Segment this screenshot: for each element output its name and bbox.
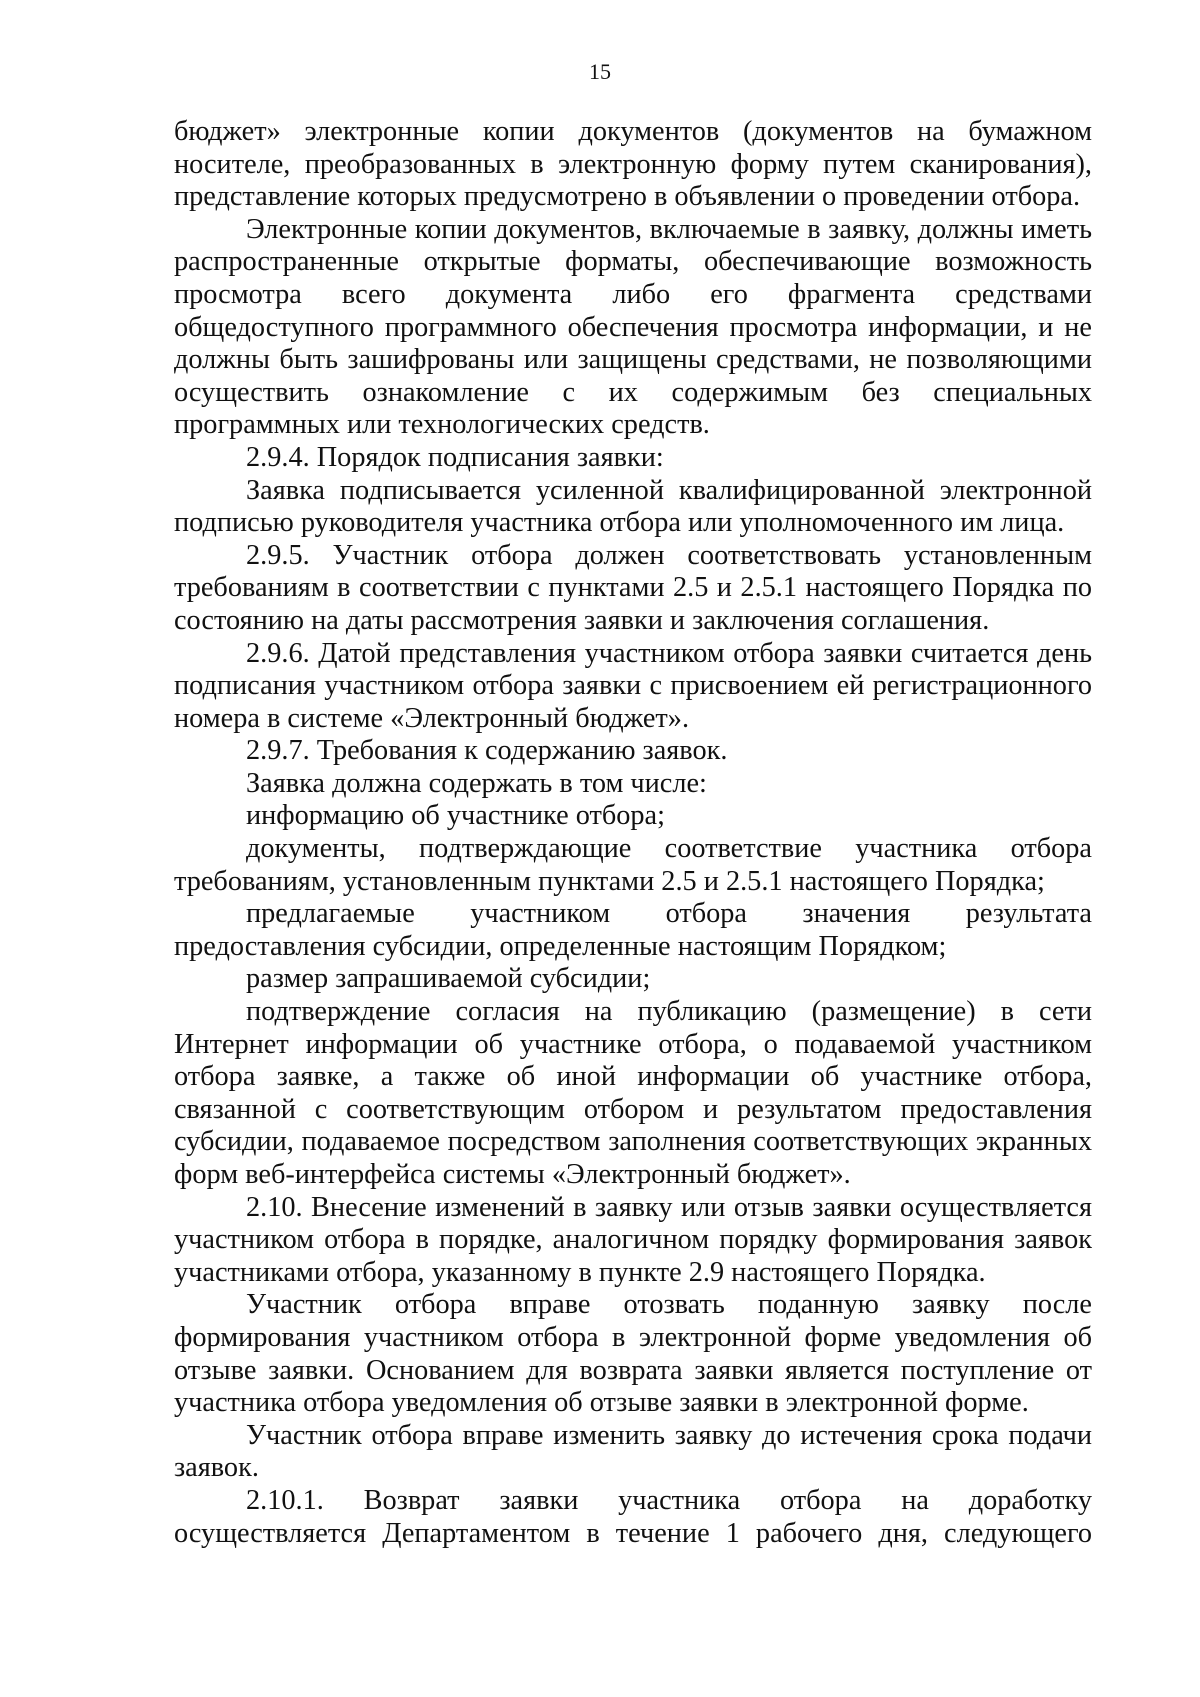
paragraph: Участник отбора вправе отозвать поданную заявку после формирования участником отбора в электронной форме уведомления об отзыве заявки. Основанием для возврата заявки является поступление от участника отбора уведомления об отзыве заявки в электронной форме. [174, 1289, 1092, 1419]
paragraph: Заявка должна содержать в том числе: [246, 767, 707, 799]
page-number: 15 [589, 59, 611, 84]
paragraph: 2.10. Внесение изменений в заявку или отзыв заявки осуществляется участником отбора в порядке, аналогичном порядку формирования заявок участниками отбора, указанному в пункте 2.9 настоящего Порядка. [174, 1191, 1092, 1288]
paragraph: 2.10.1. Возврат заявки участника отбора на доработку осуществляется Департаментом в течение 1 рабочего дня, следующего [174, 1484, 1092, 1549]
paragraph: 2.9.5. Участник отбора должен соответствовать установленным требованиям в соответствии с пунктами 2.5 и 2.5.1 настоящего Порядка по состоянию на даты рассмотрения заявки и заключения соглашения. [174, 539, 1092, 636]
document-body [174, 116, 1092, 1550]
paragraph: предлагаемые участником отбора значения результата предоставления субсидии, определенные настоящим Порядком; [174, 898, 1092, 962]
paragraph: Электронные копии документов, включаемые в заявку, должны иметь распространенные открытые форматы, обеспечивающие возможность просмотра всего документа либо его фрагмента средствами общедоступного программного обеспечения просмотра информации, и не должны быть зашифрованы или защищены средствами, не позволяющими осуществить ознакомление с их содержимым без специальных программных или технологических средств. [174, 213, 1092, 441]
paragraph: подтверждение согласия на публикацию (размещение) в сети Интернет информации об участнике отбора, о подаваемой участником отбора заявке, а также об иной информации об участнике отбора, связанной с соответствующим отбором и результатом предоставления субсидии, подаваемое посредством заполнения соответствующих экранных форм веб-интерфейса системы «Электронный бюджет». [174, 996, 1092, 1190]
paragraph: 2.9.6. Датой представления участником отбора заявки считается день подписания участником отбора заявки с присвоением ей регистрационного номера в системе «Электронный бюджет». [174, 637, 1092, 734]
paragraph: документы, подтверждающие соответствие участника отбора требованиям, установленным пунктами 2.5 и 2.5.1 настоящего Порядка; [174, 833, 1092, 897]
paragraph: бюджет» электронные копии документов (документов на бумажном носителе, преобразованных в электронную форму путем сканирования), представление которых предусмотрено в объявлении о проведении отбора. [174, 116, 1092, 213]
paragraph: 2.9.4. Порядок подписания заявки: [246, 441, 664, 473]
paragraph: Участник отбора вправе изменить заявку до истечения срока подачи заявок. [174, 1419, 1092, 1484]
paragraph: 2.9.7. Требования к содержанию заявок. [246, 735, 728, 767]
paragraph: информацию об участнике отбора; [246, 800, 665, 832]
paragraph: размер запрашиваемой субсидии; [246, 963, 651, 995]
paragraph: Заявка подписывается усиленной квалифицированной электронной подписью руководителя участника отбора или уполномоченного им лица. [174, 474, 1092, 539]
